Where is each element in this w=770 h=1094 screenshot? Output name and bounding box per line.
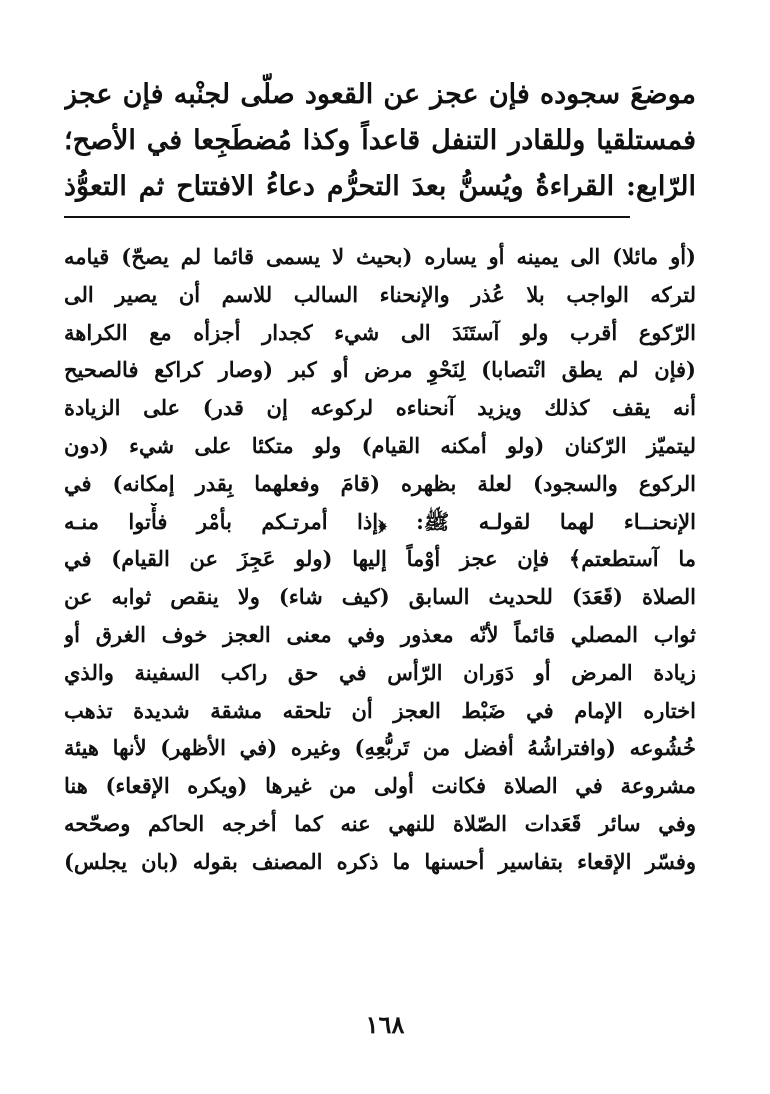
- commentary-line: وفسّر الإقعاء بتفاسير أحسنها ما ذكره المصنف بقوله (بان يجلس): [64, 848, 696, 874]
- commentary-line: ليتميّز الرّكنان (ولو أمكنه القيام) ولو متكئا على شيء (دون: [64, 432, 696, 458]
- commentary-line: الإنحنــاء لهما لقولـه ﷺ: ﴿إذا أمرتـكم بأمْر فأْتوا منـه: [64, 508, 696, 534]
- main-text-block: [64, 72, 696, 210]
- page-number: ١٦٨: [365, 1010, 405, 1039]
- commentary-line: لتركه الواجب بلا عُذر والإنحناء السالب للاسم أن يصير الى: [64, 281, 696, 307]
- commentary-line: ثواب المصلي قائماً لأنّه معذور وفي معنى العجز خوف الغرق أو: [64, 621, 696, 647]
- separator-rule: [64, 216, 630, 218]
- commentary-line: اختاره الإمام في ضَبْط العجز أن تلحقه مشقة شديدة تذهب: [64, 697, 696, 723]
- main-text-line: فمستلقيا وللقادر التنفل قاعداً وكذا مُضطَجِعا في الأصح؛: [64, 125, 696, 156]
- commentary-line: زيادة المرض أو دَوَران الرّأس في حق راكب السفينة والذي: [64, 659, 696, 685]
- commentary-line: (أو مائلا) الى يمينه أو يساره (بحيث لا يسمى قائما لم يصحّ) قيامه: [64, 244, 696, 269]
- commentary-line: (فإن لم يطق انْتصابا) لِنَحْوِ مرض أو كبر (وصار كراكع فالصحيح: [64, 357, 696, 383]
- commentary-block: [64, 238, 696, 881]
- commentary-line: الرّكوع أقرب ولو آستَنَدَ الى شيء كجدار أجزأه مع الكراهة: [64, 319, 696, 345]
- commentary-line: الصلاة (قَعَدَ) للحديث السابق (كيف شاء) ولا ينقص ثوابه عن: [64, 584, 696, 610]
- commentary-line: أنه يقف كذلك ويزيد آنحناءه لركوعه إن قدر) على الزيادة: [64, 395, 696, 421]
- main-text-line: موضعَ سجوده فإن عجز عن القعود صلّى لجنْبه فإن عجز: [64, 79, 696, 110]
- main-text-line: الرّابع: القراءةُ ويُسنُّ بعدَ التحرُّم دعاءُ الافتتاح ثم التعوُّذ: [64, 171, 696, 202]
- commentary-line: خُشُوعه (وافتراشُهُ أفضل من تَربُّعِهِ) وغيره (في الأظهر) لأنها هيئة: [64, 735, 696, 761]
- commentary-line: وفي سائر قَعَدات الصّلاة للنهي عنه كما أخرجه الحاكم وصحّحه: [64, 810, 696, 836]
- commentary-line: مشروعة في الصلاة فكانت أولى من غيرها (ويكره الإقعاء) هنا: [64, 773, 696, 799]
- commentary-line: الركوع والسجود) لعلة بظهره (قامَ وفعلهما بِقدر إمكانه) في: [64, 470, 696, 496]
- commentary-line: ما آستطعتم﴾ فإن عجز أوْماً إليها (ولو عَجِزَ عن القيام) في: [64, 546, 696, 572]
